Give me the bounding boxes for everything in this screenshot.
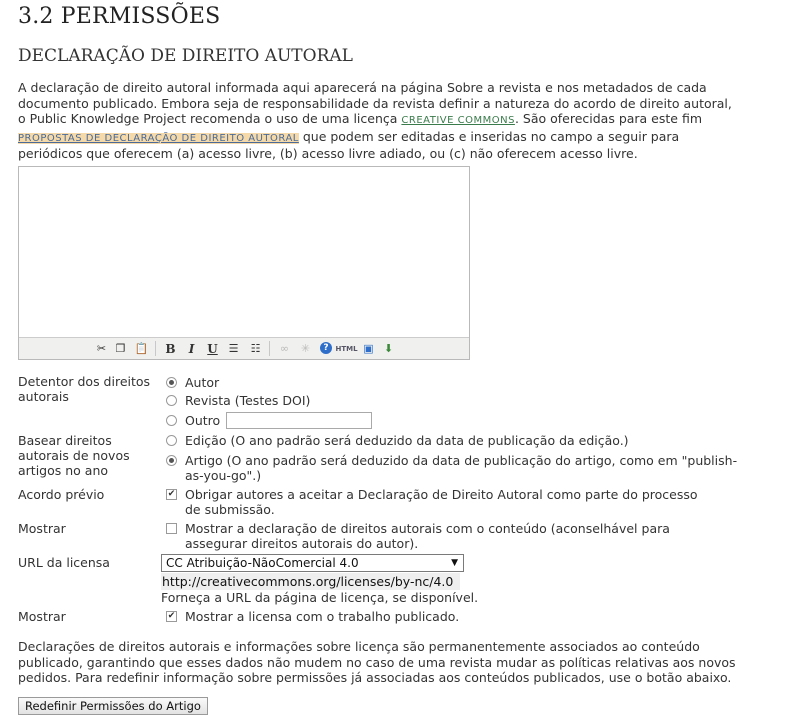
prior-agreement-checkbox[interactable]: ✔ <box>167 489 176 499</box>
base-issue-label: Edição (O ano padrão será deduzido da data de publicação da edição.) <box>185 433 629 448</box>
holder-other-label: Outro <box>185 413 221 428</box>
image-upload-icon[interactable]: ⬇ <box>383 342 394 355</box>
intro-paragraph <box>18 80 738 162</box>
holder-author-label: Autor <box>185 375 220 390</box>
section-title: 3.2 PERMISSÕES <box>18 4 221 29</box>
numbered-list-icon[interactable]: ☷ <box>250 342 261 355</box>
intro-text-2: . São oferecidas para este fim <box>514 111 703 126</box>
prior-agreement-option[interactable] <box>165 487 705 517</box>
italic-icon[interactable]: I <box>188 341 195 356</box>
subsection-title: DECLARAÇÃO DE DIREITO AUTORAL <box>18 46 353 66</box>
toolbar-separator <box>269 341 270 356</box>
show-license-text: Mostrar a licensa com o trabalho publicado. <box>185 609 460 624</box>
base-option-article[interactable] <box>165 453 740 483</box>
base-article-radio[interactable] <box>166 455 177 466</box>
link-icon[interactable]: ∞ <box>279 342 290 355</box>
holder-option-author[interactable] <box>165 375 219 390</box>
intro-text-1: A declaração de direito autoral informada aqui aparecerá na página Sobre a revista e nos metadados de cada documento publicado. Embora seja de responsabilidade da revista definir a natureza do acordo de direito autoral, o Public Knowledge Project recomenda o uso de uma licença <box>18 80 732 126</box>
reset-article-permissions-button[interactable]: Redefinir Permissões do Artigo <box>18 697 208 715</box>
permissions-footer-note: Declarações de direitos autorais e informações sobre licença são permanentemente associados ao conteúdo publicado, garantindo que esses dados não mudem no caso de uma revista mudar as políticas relativas aos novos pedidos. Para redefinir informação sobre permissões já associadas aos conteúdos publicados, use o botão abaixo. <box>18 639 736 685</box>
help-icon[interactable]: ? <box>320 342 332 354</box>
show-copyright-text: Mostrar a declaração de direitos autorais com o conteúdo (aconselhável para assegurar direitos autorais do autor). <box>185 521 670 551</box>
holder-other-radio[interactable] <box>166 415 177 426</box>
chevron-down-icon: ▼ <box>451 558 458 568</box>
show-license-option[interactable] <box>165 609 459 624</box>
intro-text-3: que podem ser editadas e inseridas no campo a seguir para periódicos que oferecem (a) acesso livre, (b) acesso livre adiado, ou (c) não oferecem acesso livre. <box>18 128 680 161</box>
paste-icon[interactable]: 📋 <box>134 342 149 355</box>
copyright-base-label: Basear direitos autorais de novos artigos no ano <box>18 433 130 478</box>
license-url-input[interactable]: http://creativecommons.org/licenses/by-nc/4.0 <box>161 573 460 590</box>
base-option-issue[interactable] <box>165 433 745 448</box>
html-icon[interactable]: HTML <box>335 344 358 353</box>
show-copyright-option[interactable] <box>165 521 720 551</box>
holder-option-other[interactable] <box>165 413 220 428</box>
license-select[interactable] <box>161 554 464 572</box>
show-copyright-label: Mostrar <box>18 521 66 536</box>
holder-journal-radio[interactable] <box>166 395 177 406</box>
fullscreen-icon[interactable]: ▣ <box>363 342 374 355</box>
copyright-holder-label: Detentor dos direitos autorais <box>18 374 151 404</box>
creative-commons-link[interactable]: CREATIVE COMMONS <box>401 115 515 126</box>
license-url-label: URL da licensa <box>18 555 110 570</box>
copyright-proposals-link[interactable]: PROPOSTAS DE DECLARAÇÃO DE DIREITO AUTORAL <box>18 132 299 144</box>
show-license-label: Mostrar <box>18 609 66 624</box>
license-url-hint: Forneça a URL da página de licença, se disponível. <box>161 590 479 605</box>
bulleted-list-icon[interactable]: ☰ <box>228 342 239 355</box>
prior-agreement-label: Acordo prévio <box>18 487 105 502</box>
holder-journal-label: Revista (Testes DOI) <box>185 393 311 408</box>
copyright-notice-editor <box>18 166 470 360</box>
show-copyright-checkbox[interactable] <box>166 523 177 534</box>
holder-author-radio[interactable] <box>166 377 177 388</box>
toolbar-separator <box>155 341 156 356</box>
bold-icon[interactable]: B <box>165 341 176 356</box>
cut-icon[interactable]: ✂ <box>96 342 107 355</box>
copy-icon[interactable]: ❐ <box>115 342 126 355</box>
prior-agreement-text: Obrigar autores a aceitar a Declaração de Direito Autoral como parte do processo de submissão. <box>185 487 698 517</box>
unlink-icon[interactable]: ✳ <box>300 342 311 355</box>
holder-option-journal[interactable] <box>165 393 310 408</box>
show-license-checkbox[interactable]: ✔ <box>167 611 176 621</box>
underline-icon[interactable]: U <box>207 341 218 356</box>
license-select-value: CC Atribuição-NãoComercial 4.0 <box>166 556 359 570</box>
editor-toolbar <box>19 337 469 359</box>
base-issue-radio[interactable] <box>166 435 177 446</box>
copyright-notice-textarea[interactable] <box>19 167 469 339</box>
holder-other-input[interactable] <box>226 412 372 429</box>
base-article-label: Artigo (O ano padrão será deduzido da data de publicação do artigo, como em "publish-as-you-go".) <box>185 453 738 483</box>
